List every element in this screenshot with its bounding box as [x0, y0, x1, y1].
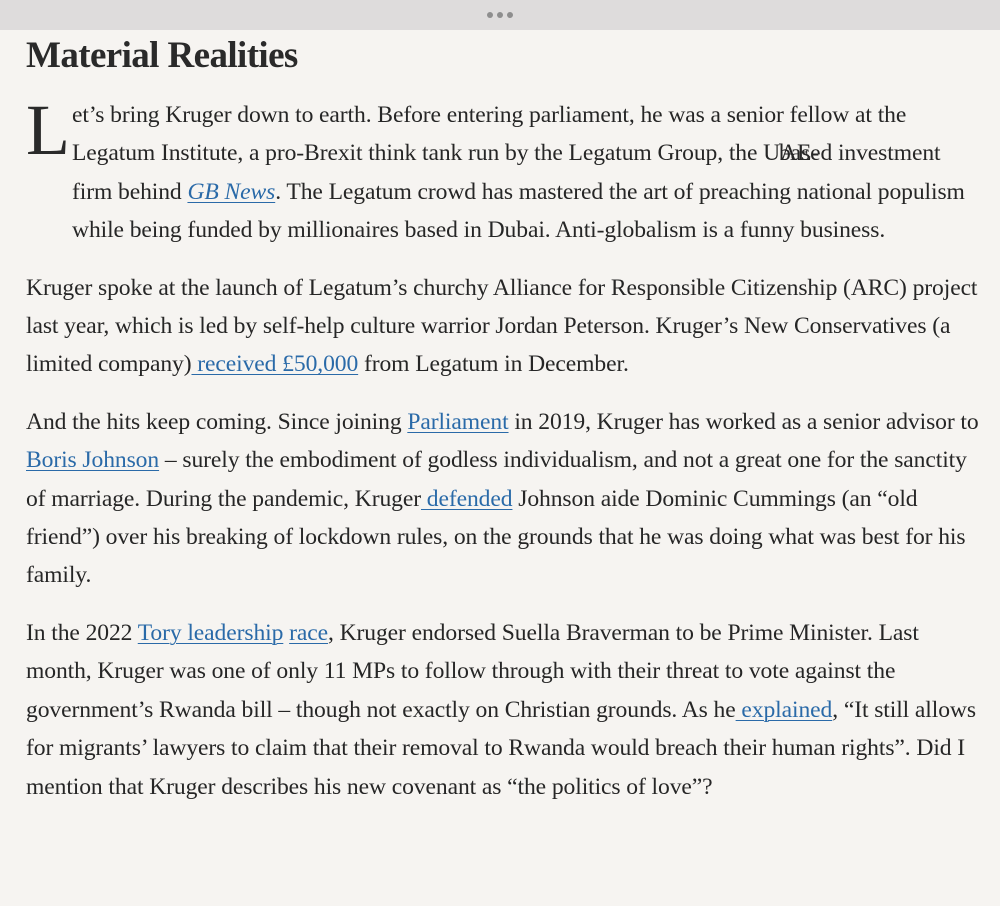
p2-post: from Legatum in December.: [358, 351, 629, 378]
dot: [487, 12, 493, 18]
paragraph-4: [26, 614, 984, 806]
p4-pre: In the 2022: [26, 619, 138, 646]
link-explained[interactable]: explained: [735, 696, 833, 723]
p1-line3-pre: based investment firm behind: [72, 140, 941, 205]
p4-post: , “It still allows for migrants’ lawyers to claim that their removal to Rwanda would breach their human rights”. Did I mention that Kruger describes his new covenant as “the politics of love”?: [26, 696, 976, 800]
p1-line2: the Legatum Institute, a pro-Brexit think tank run by the Legatum Group, the UAE-: [72, 102, 907, 167]
p1-rest: . The Legatum crowd has mastered the art of preaching national populism while being funded by millionaires based in Dubai. Anti-globalism is a funny business.: [72, 178, 965, 244]
more-dots-icon[interactable]: [479, 8, 521, 22]
p3-post: Johnson aide Dominic Cummings (an “old friend”) over his breaking of lockdown rules, on the grounds that he was doing what was best for his family.: [26, 485, 966, 589]
p1-line1: et’s bring Kruger down to earth. Before entering parliament, he was a senior fellow at: [72, 102, 872, 128]
p3-mid2: – surely the embodiment of godless individualism, and not a great one for the sanctity of marriage. During the pandemic, Kruger: [26, 447, 967, 512]
link-race[interactable]: race: [289, 619, 328, 646]
link-defended[interactable]: defended: [420, 485, 513, 512]
top-bar: [0, 0, 1000, 30]
paragraph-1: [26, 90, 984, 250]
p4-mid1: , Kruger endorsed Suella Braverman to be Prime Minister. Last month, Kruger was one of only 11 MPs to follow through with their threat to vote against the government’s Rwanda bill – though not exactly on Christian grounds. As he: [26, 619, 919, 723]
link-parliament[interactable]: Parliament: [407, 408, 509, 435]
p3-mid1: in 2019, Kruger has worked as a senior advisor to: [508, 408, 979, 435]
p2-pre: Kruger spoke at the launch of Legatum’s churchy Alliance for Responsible Citizenship (ARC) project last year, which is led by self-help culture warrior Jordan Peterson. Kruger’s New Conservatives (a limited company): [26, 274, 978, 378]
section-heading: Material Realities: [26, 35, 298, 76]
link-boris-johnson[interactable]: Boris Johnson: [26, 447, 160, 474]
paragraph-2: [26, 269, 984, 384]
dot: [497, 12, 503, 18]
link-received-50000[interactable]: received £50,000: [191, 351, 359, 378]
link-tory-leadership[interactable]: Tory leadership: [137, 619, 284, 646]
link-gb-news[interactable]: GB News: [187, 178, 276, 205]
dot: [507, 12, 513, 18]
paragraph-3: [26, 403, 984, 595]
drop-cap: L: [26, 90, 70, 170]
p3-pre: And the hits keep coming. Since joining: [26, 408, 408, 435]
article-body: [26, 32, 984, 806]
